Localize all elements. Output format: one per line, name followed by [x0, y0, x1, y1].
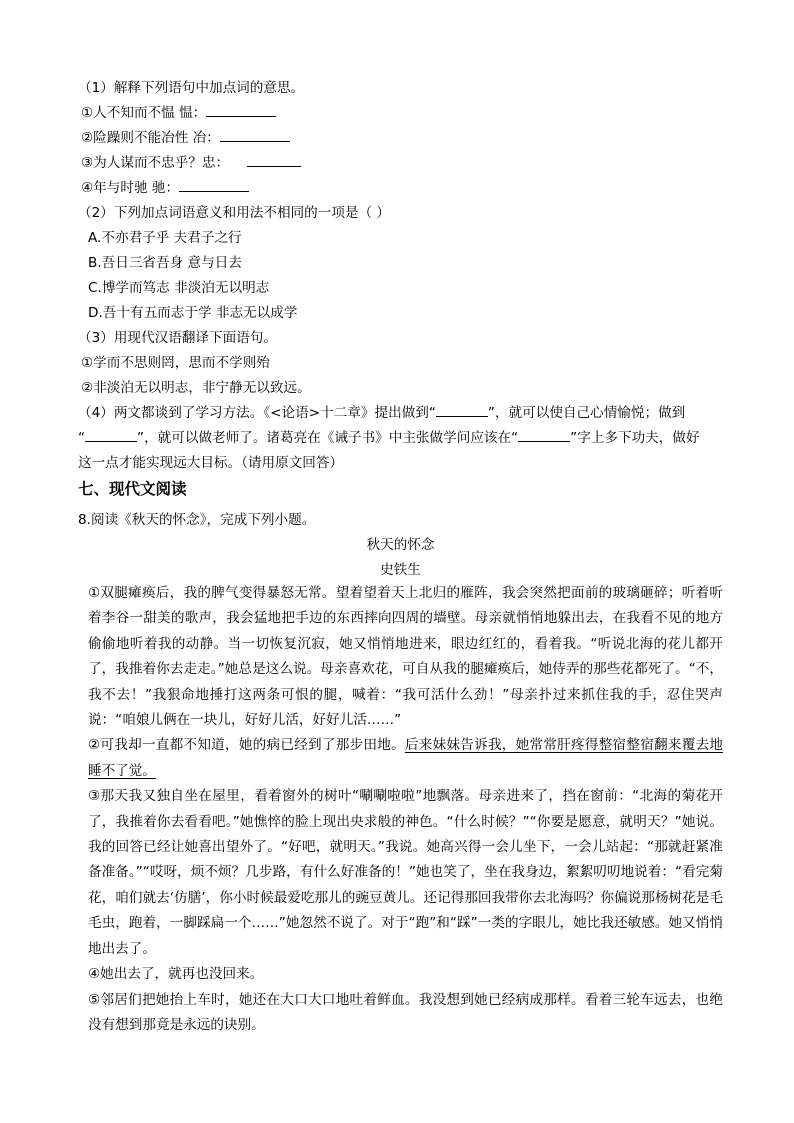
q1-item-4: ④年与时驰 驰：	[78, 176, 723, 201]
question-8-intro: 8.阅读《秋天的怀念》，完成下列小题。	[78, 512, 316, 528]
q2-option-d: D.吾十有五而志于学 非志无以成学	[88, 305, 298, 321]
q3-item-1: ①学而不思则罔，思而不学则殆	[81, 355, 270, 371]
answer-blank[interactable]	[518, 426, 570, 442]
q1-item-1: ①人不知而不愠 愠：	[78, 101, 723, 126]
paragraph-3: ③那天我又独自坐在屋里，看着窗外的树叶“唰唰啦啦”地飘落。母亲进来了，挡在窗前：“北海的菊花开了，我推着你去看看吧。”她憔悴的脸上现出央求般的神色。“什么时候？”“你要是愿意，就明天？”她说。我的回答已经让她喜出望外了。“好吧，就明天。”我说。她高兴得一会儿坐下，一会儿站起：“那就赶紧准备准备。”“哎呀，烦不烦？几步路，有什么好准备的！”她也笑了，坐在我身边，絮絮叨叨地说着：“看完菊花，咱们就去‘仿膳’，你小时候最爱吃那儿的豌豆黄儿。还记得那回我带你去北海吗？你偏说那杨树花是毛毛虫，跑着，一脚踩扁一个……”她忽然不说了。对于“跑”和“踩”一类的字眼儿，她比我还敏感。她又悄悄地出去了。	[88, 788, 723, 957]
q4-line-3: 这一点才能实现远大目标。（请用原文回答）	[78, 455, 344, 471]
q1-item-2: ②险躁则不能冶性 冶：	[78, 126, 723, 151]
article-author: 史铁生	[380, 562, 421, 578]
paragraph-4: ④她出去了，就再也没回来。	[88, 966, 264, 983]
q3-title: （3）用现代汉语翻译下面语句。	[78, 330, 277, 346]
q2-option-a: A.不亦君子乎 夫君子之行	[88, 230, 242, 246]
paragraph-2: ②可我却一直都不知道，她的病已经到了那步田地。后来妹妹告诉我，她常常肝疼得整宿整宿翻来覆去地睡不了觉。	[88, 737, 724, 779]
answer-blank[interactable]	[206, 101, 276, 117]
q4-line-1: （4）两文都谈到了学习方法。《<论语>十二章》提出做到“ ”，就可以使自己心情愉悦；做到	[78, 401, 723, 426]
q3-item-2: ②非淡泊无以明志，非宁静无以致远。	[81, 380, 311, 396]
answer-blank[interactable]	[436, 401, 488, 417]
answer-blank[interactable]	[247, 151, 301, 167]
section-heading: 七、现代文阅读	[78, 480, 187, 498]
answer-blank[interactable]	[179, 176, 249, 192]
paragraph-5: ⑤邻居们把她抬上车时，她还在大口大口地吐着鲜血。我没想到她已经病成那样。看着三轮车远去，也绝没有想到那竟是永远的诀别。	[88, 991, 723, 1033]
q2-title: （2）下列加点词语意义和用法不相同的一项是（ ）	[78, 205, 391, 221]
q1-item-3: ③为人谋而不忠乎？忠：	[78, 151, 723, 176]
q4-line-2: “ ”，就可以做老师了。诸葛亮在《诫子书》中主张做学问应该在“ ”字上多下功夫，做好	[78, 426, 723, 451]
paragraph-1: ①双腿瘫痪后，我的脾气变得暴怒无常。望着望着天上北归的雁阵，我会突然把面前的玻璃砸碎；听着听着李谷一甜美的歌声，我会猛地把手边的东西摔向四周的墙壁。母亲就悄悄地躲出去，在我看不见的地方偷偷地听着我的动静。当一切恢复沉寂，她又悄悄地进来，眼边红红的，看着我。“听说北海的花儿都开了，我推着你去走走。”她总是这么说。母亲喜欢花，可自从我的腿瘫痪后，她侍弄的那些花都死了。“不，我不去！”我狠命地捶打这两条可恨的腿，喊着：“我可活什么劲！”母亲扑过来抓住我的手，忍住哭声说：“咱娘儿俩在一块儿，好好儿活，好好儿活……”	[88, 585, 723, 729]
q1-title: （1）解释下列语句中加点词的意思。	[78, 80, 305, 96]
q2-option-c: C.博学而笃志 非淡泊无以明志	[88, 280, 270, 296]
answer-blank[interactable]	[85, 426, 137, 442]
article-title: 秋天的怀念	[366, 537, 435, 553]
q2-option-b: B.吾日三省吾身 意与日去	[88, 255, 242, 271]
classical-questions	[78, 76, 723, 476]
article-body	[78, 581, 723, 1038]
answer-blank[interactable]	[220, 126, 290, 142]
underlined-sentence: 后来妹妹告诉我，她常常肝疼得整宿整宿翻来覆去地睡不了觉。	[88, 737, 724, 779]
